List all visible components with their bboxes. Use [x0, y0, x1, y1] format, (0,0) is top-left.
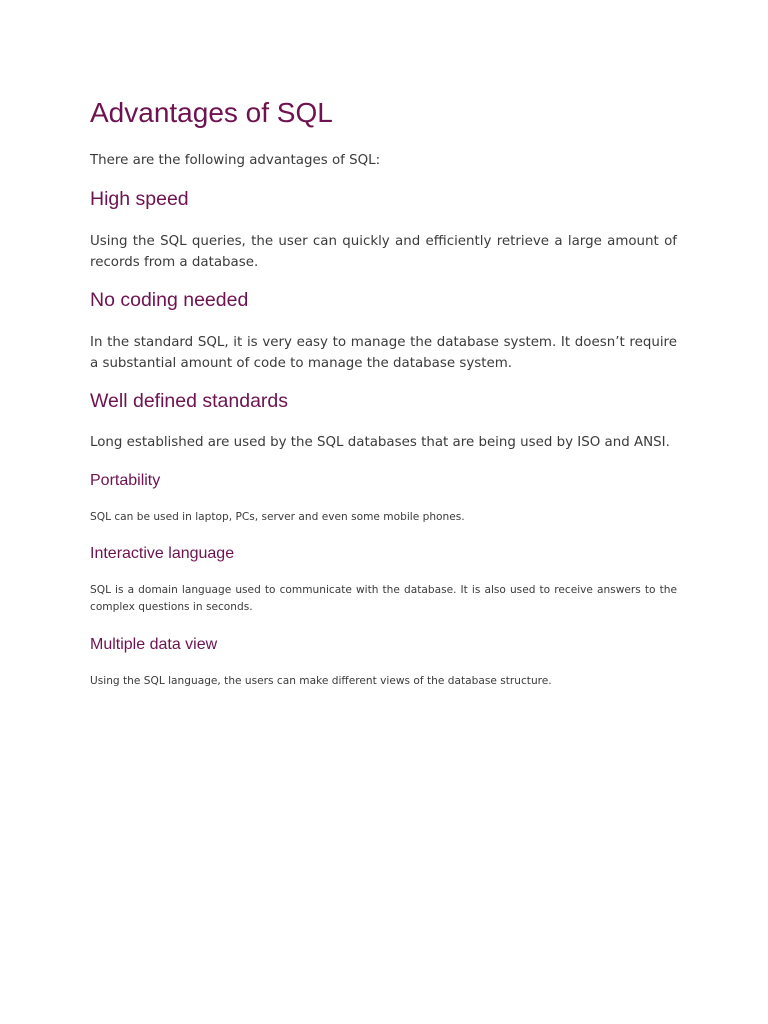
section-body-portability: SQL can be used in laptop, PCs, server and even some mobile phones.: [90, 511, 465, 523]
section-body-interactive: SQL is a domain language used to communicate with the database. It is also used to receive answers to the complex questions in seconds.: [90, 584, 677, 613]
section-heading-multiple-view: Multiple data view: [90, 636, 218, 653]
section-body-multiple-view: Using the SQL language, the users can make different views of the database structure.: [90, 675, 552, 687]
section-body-standards: Long established are used by the SQL databases that are being used by ISO and ANSI.: [90, 435, 670, 450]
intro-paragraph: There are the following advantages of SQL:: [90, 153, 381, 168]
section-heading-standards: Well defined standards: [90, 390, 289, 412]
section-heading-portability: Portability: [90, 472, 161, 489]
section-body-no-coding: In the standard SQL, it is very easy to manage the database system. It doesn’t require a substantial amount of code to manage the database system.: [90, 335, 677, 371]
page-title: Advantages of SQL: [90, 97, 333, 128]
section-heading-no-coding: No coding needed: [90, 289, 249, 311]
section-body-high-speed: Using the SQL queries, the user can quickly and efficiently retrieve a large amount of records from a database.: [90, 234, 677, 270]
section-heading-interactive: Interactive language: [90, 545, 235, 562]
section-heading-high-speed: High speed: [90, 188, 189, 210]
